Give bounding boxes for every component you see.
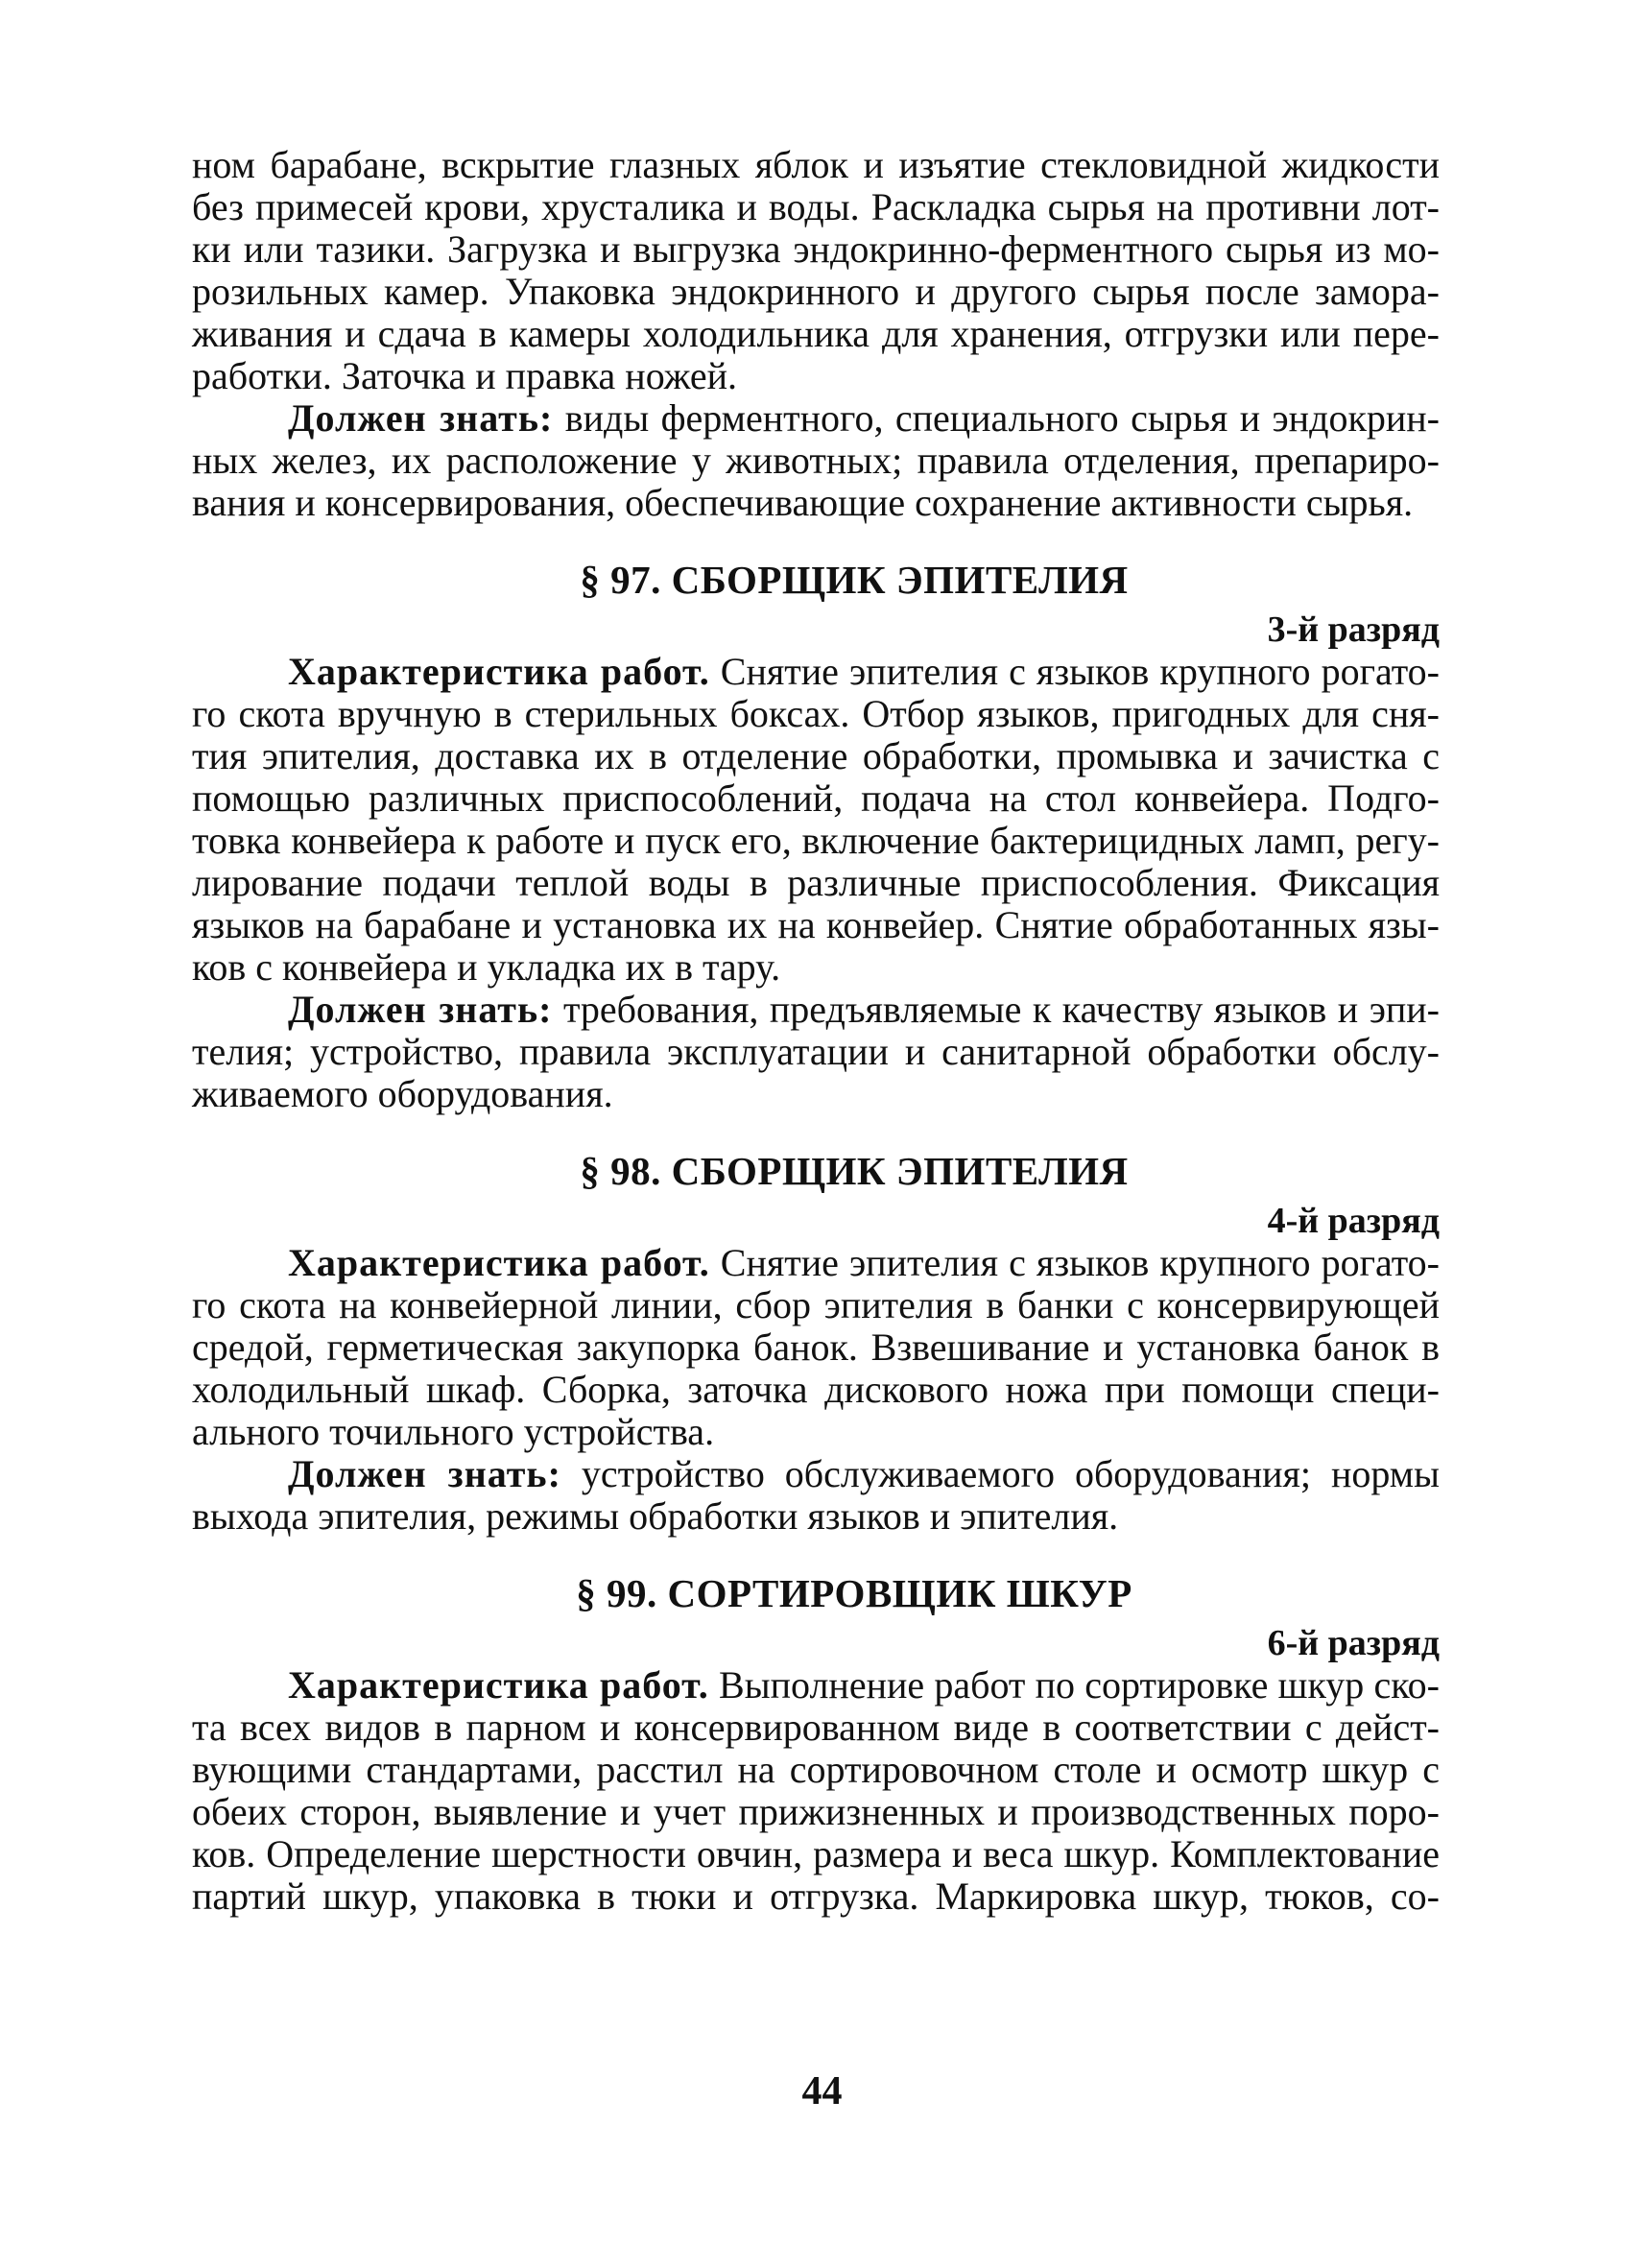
text-line: тия эпителия, доставка их в отделение обработки, промывка и зачистка с [192, 734, 1440, 777]
grade-label: 3-й разряд [1267, 609, 1440, 650]
text-line: ков. Определение шерстности овчин, размера и веса шкур. Комплектование [192, 1832, 1440, 1875]
text-line: обеих сторон, выявление и учет прижизненных и производственных поро- [192, 1790, 1440, 1833]
text-line: ном барабане, вскрытие глазных яблок и изъятие стекловидной жидкости [192, 143, 1440, 186]
know-first-text: требования, предъявляемые к качеству языков и эпи- [552, 988, 1441, 1031]
know-first-text: виды ферментного, специального сырья и эндокрин- [553, 396, 1441, 440]
intro-paragraph [192, 144, 1440, 397]
text-line: вующими стандартами, расстил на сортировочном столе и осмотр шкур с [192, 1748, 1440, 1791]
know-label: Должен знать: [288, 396, 554, 440]
char-first-line [192, 1664, 1440, 1707]
text-line: ков с конвейера и укладка их в тару. [192, 945, 781, 989]
know-label: Должен знать: [288, 1452, 561, 1495]
text-line: выхода эпителия, режимы обработки языков и эпителия. [192, 1494, 1119, 1538]
text-line: живания и сдача в камеры холодильника для хранения, отгрузки или пере- [192, 312, 1440, 355]
text-line: средой, герметическая закупорка банок. Взвешивание и установка банок в [192, 1325, 1440, 1369]
know-first-text: устройство обслуживаемого оборудования; нормы [560, 1452, 1440, 1495]
intro-know-paragraph [192, 397, 1440, 524]
spacer [192, 1115, 1440, 1148]
know-label: Должен знать: [288, 988, 553, 1031]
char-first-text: Снятие эпителия с языков крупного рогато- [709, 650, 1441, 693]
char-label: Характеристика работ. [288, 1241, 710, 1284]
text-line: работки. Заточка и правка ножей. [192, 354, 737, 397]
know-first-line [192, 1453, 1440, 1495]
grade-label: 4-й разряд [1267, 1201, 1440, 1241]
text-line: розильных камер. Упаковка эндокринного и другого сырья после замора- [192, 270, 1440, 313]
text-line: помощью различных приспособлений, подача на стол конвейера. Подго- [192, 776, 1440, 820]
text-line: телия; устройство, правила эксплуатации и санитарной обработки обслу- [192, 1030, 1440, 1073]
text-line: языков на барабане и установка их на конвейер. Снятие обработанных язы- [192, 903, 1440, 946]
text-line: без примесей крови, хрусталика и воды. Раскладка сырья на противни лот- [192, 185, 1440, 228]
text-line: лирование подачи теплой воды в различные приспособления. Фиксация [192, 861, 1440, 904]
section-98 [192, 1148, 1440, 1538]
char-first-text: Снятие эпителия с языков крупного рогато- [709, 1241, 1441, 1284]
text-line: холодильный шкаф. Сборка, заточка дискового ножа при помощи специ- [192, 1368, 1440, 1411]
page-body [192, 144, 1440, 1918]
char-label: Характеристика работ. [288, 650, 710, 693]
char-first-line [192, 651, 1440, 693]
section-heading: § 98. СБОРЩИК ЭПИТЕЛИЯ [580, 1149, 1129, 1193]
text-line: товка конвейера к работе и пуск его, включение бактерицидных ламп, регу- [192, 819, 1440, 862]
section-heading: § 97. СБОРЩИК ЭПИТЕЛИЯ [580, 558, 1129, 602]
char-first-text: Выполнение работ по сортировке шкур ско- [708, 1663, 1440, 1707]
know-first-line [192, 989, 1440, 1031]
text-line: го скота на конвейерной линии, сбор эпителия в банки с консервирующей [192, 1283, 1440, 1326]
spacer [192, 1538, 1440, 1570]
grade-label: 6-й разряд [1267, 1623, 1440, 1663]
page-number: 44 [801, 2069, 843, 2113]
text-line: та всех видов в парном и консервированном виде в соответствии с дейст- [192, 1706, 1440, 1749]
char-first-line [192, 1242, 1440, 1284]
text-line: ального точильного устройства. [192, 1410, 715, 1453]
text-line: живаемого оборудования. [192, 1072, 613, 1115]
char-label: Характеристика работ. [288, 1663, 709, 1707]
section-97 [192, 557, 1440, 1115]
spacer [192, 524, 1440, 557]
section-99 [192, 1570, 1440, 1918]
section-heading: § 99. СОРТИРОВЩИК ШКУР [576, 1571, 1132, 1615]
text-line: ных желез, их расположение у животных; правила отделения, препариро- [192, 439, 1440, 482]
text-line: го скота вручную в стерильных боксах. Отбор языков, пригодных для сня- [192, 692, 1440, 735]
know-first-line [192, 397, 1440, 440]
text-line: ки или тазики. Загрузка и выгрузка эндокринно-ферментного сырья из мо- [192, 227, 1440, 271]
text-line: партий шкур, упаковка в тюки и отгрузка. Маркировка шкур, тюков, со- [192, 1874, 1440, 1918]
text-line: вания и консервирования, обеспечивающие сохранение активности сырья. [192, 481, 1414, 524]
